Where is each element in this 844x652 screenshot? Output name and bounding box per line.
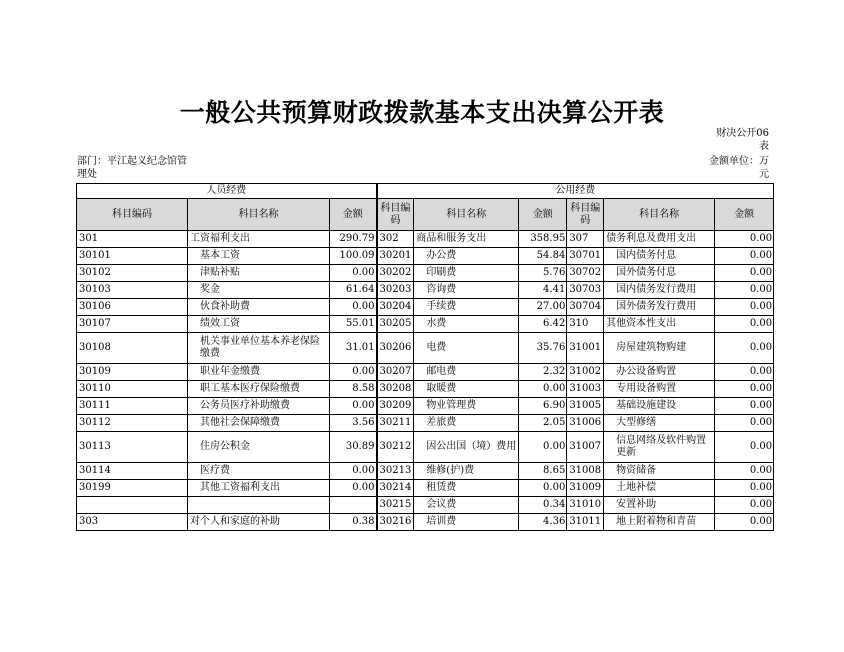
cell-code: 30109 [77,364,188,381]
cell-name: 住房公积金 [188,432,330,463]
cell-name: 职工基本医疗保险缴费 [188,381,330,398]
cell-name: 土地补偿 [604,480,715,497]
cell-name: 地上附着物和青苗 [604,514,715,531]
cell-code: 30215 [377,497,414,514]
cell-code: 30207 [377,364,414,381]
cell-code: 310 [567,316,604,333]
cell-name: 其他资本性支出 [604,316,715,333]
table-row [77,398,774,415]
cell-name: 水费 [414,316,519,333]
cell-code: 30702 [567,265,604,282]
table-row [77,265,774,282]
amount-unit-label: 金额单位：万元 [709,156,769,180]
cell-name: 专用设备购置 [604,381,715,398]
cell-name: 大型修缮 [604,415,715,432]
table-row [77,514,774,531]
cell-name: 奖金 [188,282,330,299]
cell-code: 30216 [377,514,414,531]
cell-amount: 0.00 [715,316,774,333]
cell-code: 30106 [77,299,188,316]
cell-amount: 0.00 [715,514,774,531]
cell-name: 工资福利支出 [188,231,330,248]
cell-name: 维修(护)费 [414,463,519,480]
cell-amount: 6.42 [519,316,567,333]
cell-amount: 0.00 [715,463,774,480]
cell-name: 国外债务发行费用 [604,299,715,316]
cell-amount: 0.00 [519,432,567,463]
cell-code: 30213 [377,463,414,480]
cell-code: 30208 [377,381,414,398]
cell-amount: 0.00 [330,265,377,282]
table-row [77,248,774,265]
cell-name: 绩效工资 [188,316,330,333]
cell-code: 30112 [77,415,188,432]
cell-code: 30704 [567,299,604,316]
cell-code: 30114 [77,463,188,480]
cell-amount: 4.36 [519,514,567,531]
cell-name: 其他社会保障缴费 [188,415,330,432]
cell-name: 国内债务付息 [604,248,715,265]
cell-code: 30102 [77,265,188,282]
group-personnel: 人员经费 [77,184,377,199]
table-row [77,480,774,497]
cell-name: 物资储备 [604,463,715,480]
cell-amount: 0.00 [715,248,774,265]
cell-amount: 8.58 [330,381,377,398]
column-header-row [77,199,774,231]
cell-code: 31008 [567,463,604,480]
table-row [77,364,774,381]
cell-amount: 8.65 [519,463,567,480]
col-header-amount2: 金额 [519,199,567,231]
cell-amount: 30.89 [330,432,377,463]
cell-amount: 3.56 [330,415,377,432]
cell-name: 电费 [414,333,519,364]
cell-name: 国外债务付息 [604,265,715,282]
cell-code: 30199 [77,480,188,497]
col-header-amount3: 金额 [715,199,774,231]
cell-amount: 2.32 [519,364,567,381]
cell-name: 办公设备购置 [604,364,715,381]
cell-code: 31009 [567,480,604,497]
cell-code: 31007 [567,432,604,463]
cell-code: 307 [567,231,604,248]
col-header-code3: 科目编码 [567,199,604,231]
cell-amount: 5.76 [519,265,567,282]
cell-code: 31002 [567,364,604,381]
cell-name: 因公出国（境）费用 [414,432,519,463]
cell-name: 印刷费 [414,265,519,282]
cell-code: 31005 [567,398,604,415]
cell-name: 办公费 [414,248,519,265]
cell-amount: 55.01 [330,316,377,333]
cell-name: 医疗费 [188,463,330,480]
cell-code: 30701 [567,248,604,265]
cell-amount [330,497,377,514]
cell-amount: 0.00 [330,364,377,381]
cell-name: 其他工资福利支出 [188,480,330,497]
table-row [77,463,774,480]
cell-amount: 0.00 [715,299,774,316]
cell-code: 30205 [377,316,414,333]
table-row [77,432,774,463]
cell-code: 30703 [567,282,604,299]
group-header-row [77,184,774,199]
cell-amount: 0.38 [330,514,377,531]
cell-code: 31011 [567,514,604,531]
cell-name: 邮电费 [414,364,519,381]
cell-name: 国内债务发行费用 [604,282,715,299]
cell-code: 30209 [377,398,414,415]
cell-amount: 0.00 [715,381,774,398]
cell-code: 30214 [377,480,414,497]
cell-name: 基本工资 [188,248,330,265]
table-row [77,299,774,316]
cell-amount: 0.00 [715,265,774,282]
cell-amount: 31.01 [330,333,377,364]
cell-name: 商品和服务支出 [414,231,519,248]
col-header-amount: 金额 [330,199,377,231]
cell-code: 302 [377,231,414,248]
cell-code: 30101 [77,248,188,265]
cell-code: 301 [77,231,188,248]
cell-code [77,497,188,514]
cell-code: 30204 [377,299,414,316]
cell-code: 30211 [377,415,414,432]
cell-amount: 0.00 [330,480,377,497]
form-number: 财决公开06表 [716,128,769,152]
cell-name: 基础设施建设 [604,398,715,415]
cell-code: 30108 [77,333,188,364]
cell-amount: 35.76 [519,333,567,364]
cell-code: 31001 [567,333,604,364]
cell-amount: 54.84 [519,248,567,265]
table-row [77,381,774,398]
cell-amount: 0.00 [330,463,377,480]
cell-code: 30202 [377,265,414,282]
cell-amount: 0.00 [715,364,774,381]
cell-name: 债务利息及费用支出 [604,231,715,248]
cell-code: 30113 [77,432,188,463]
cell-amount: 0.00 [330,299,377,316]
cell-name: 差旅费 [414,415,519,432]
cell-code: 30212 [377,432,414,463]
cell-code: 31003 [567,381,604,398]
cell-code: 30103 [77,282,188,299]
cell-name: 租赁费 [414,480,519,497]
col-header-code: 科目编码 [77,199,188,231]
cell-name: 培训费 [414,514,519,531]
group-public: 公用经费 [377,184,774,199]
col-header-name3: 科目名称 [604,199,715,231]
cell-name: 咨询费 [414,282,519,299]
cell-amount: 6.90 [519,398,567,415]
cell-name: 伙食补助费 [188,299,330,316]
cell-amount: 61.64 [330,282,377,299]
cell-code: 30203 [377,282,414,299]
table-row [77,415,774,432]
table-row [77,282,774,299]
cell-amount: 2.05 [519,415,567,432]
cell-name: 津贴补贴 [188,265,330,282]
cell-name: 手续费 [414,299,519,316]
cell-code: 30206 [377,333,414,364]
cell-amount: 0.00 [330,398,377,415]
cell-amount: 100.09 [330,248,377,265]
cell-amount: 0.34 [519,497,567,514]
cell-name [188,497,330,514]
cell-amount: 0.00 [715,415,774,432]
table-row [77,231,774,248]
cell-name: 机关事业单位基本养老保险缴费 [188,333,330,364]
cell-amount: 0.00 [519,480,567,497]
cell-code: 303 [77,514,188,531]
cell-amount: 0.00 [715,497,774,514]
cell-amount: 0.00 [715,231,774,248]
expenditure-table [76,183,774,531]
cell-amount: 0.00 [715,432,774,463]
col-header-name: 科目名称 [188,199,330,231]
col-header-name2: 科目名称 [414,199,519,231]
cell-amount: 0.00 [715,282,774,299]
col-header-code2: 科目编码 [377,199,414,231]
cell-amount: 358.95 [519,231,567,248]
table-row [77,497,774,514]
cell-code: 30111 [77,398,188,415]
table-row [77,316,774,333]
cell-amount: 0.00 [715,398,774,415]
cell-name: 公务员医疗补助缴费 [188,398,330,415]
page-title: 一般公共预算财政拨款基本支出决算公开表 [179,98,665,127]
cell-name: 对个人和家庭的补助 [188,514,330,531]
cell-code: 30110 [77,381,188,398]
cell-name: 职业年金缴费 [188,364,330,381]
cell-name: 物业管理费 [414,398,519,415]
cell-amount: 27.00 [519,299,567,316]
cell-code: 30107 [77,316,188,333]
cell-name: 会议费 [414,497,519,514]
cell-name: 取暖费 [414,381,519,398]
table-row [77,333,774,364]
cell-code: 31010 [567,497,604,514]
cell-amount: 0.00 [519,381,567,398]
cell-code: 30201 [377,248,414,265]
cell-name: 房屋建筑物购建 [604,333,715,364]
cell-name: 安置补助 [604,497,715,514]
cell-amount: 4.41 [519,282,567,299]
cell-amount: 290.79 [330,231,377,248]
cell-amount: 0.00 [715,333,774,364]
cell-code: 31006 [567,415,604,432]
department-label: 部门：平江起义纪念馆管理处 [77,156,187,180]
cell-name: 信息网络及软件购置更新 [604,432,715,463]
cell-amount: 0.00 [715,480,774,497]
